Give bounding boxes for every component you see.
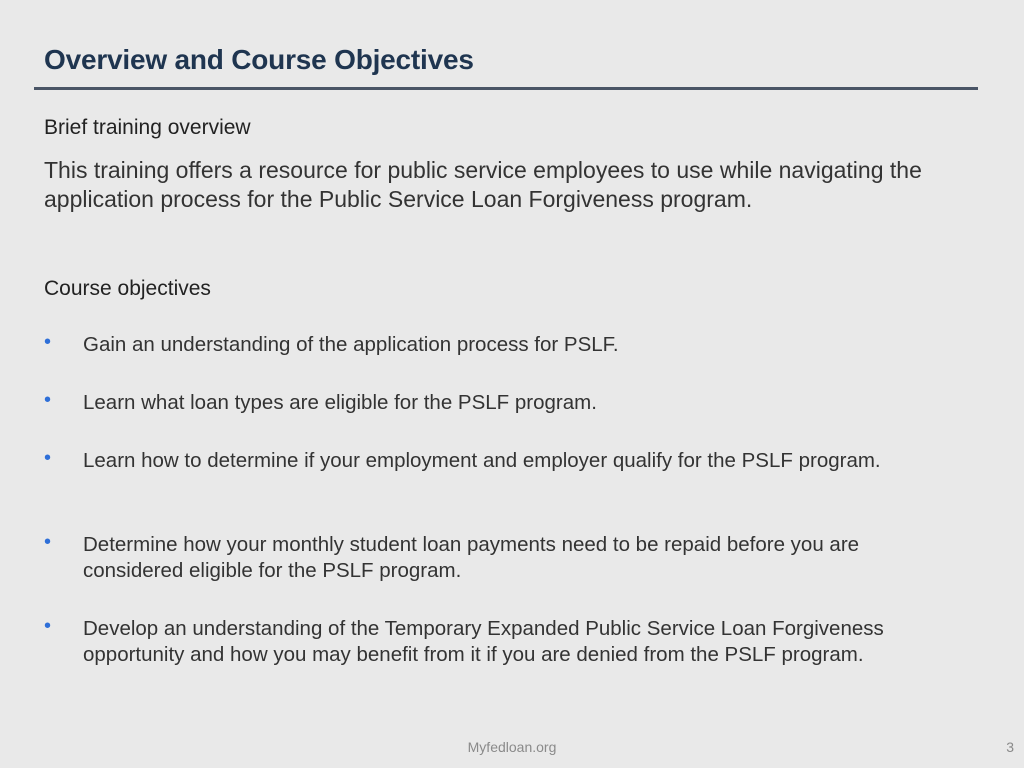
objective-item — [44, 448, 881, 474]
objective-item — [44, 532, 964, 584]
objective-text: Learn what loan types are eligible for the PSLF program. — [83, 391, 597, 414]
objective-item — [44, 616, 964, 668]
objectives-heading: Course objectives — [44, 277, 211, 300]
title-divider — [34, 87, 978, 90]
bullet-icon: • — [44, 531, 52, 553]
bullet-icon: • — [44, 615, 52, 637]
bullet-icon: • — [44, 389, 52, 411]
objective-text: Learn how to determine if your employment and employer qualify for the PSLF program. — [83, 449, 881, 472]
bullet-icon: • — [44, 331, 52, 353]
overview-text: This training offers a resource for public service employees to use while navigating the application process for the Public Service Loan Forgiveness program. — [44, 157, 922, 212]
objective-text: Develop an understanding of the Temporary Expanded Public Service Loan Forgiveness opportunity and how you may benefit from it if you are denied from the PSLF program. — [83, 617, 884, 666]
slide-title: Overview and Course Objectives — [44, 44, 474, 75]
objective-text: Determine how your monthly student loan payments need to be repaid before you are considered eligible for the PSLF program. — [83, 533, 860, 582]
bullet-icon: • — [44, 447, 52, 469]
objective-item — [44, 332, 619, 358]
page-number: 3 — [1006, 739, 1014, 755]
objective-text: Gain an understanding of the application process for PSLF. — [83, 333, 619, 356]
overview-heading: Brief training overview — [44, 116, 251, 139]
objective-item — [44, 390, 597, 416]
footer-site-link: Myfedloan.org — [467, 739, 557, 755]
